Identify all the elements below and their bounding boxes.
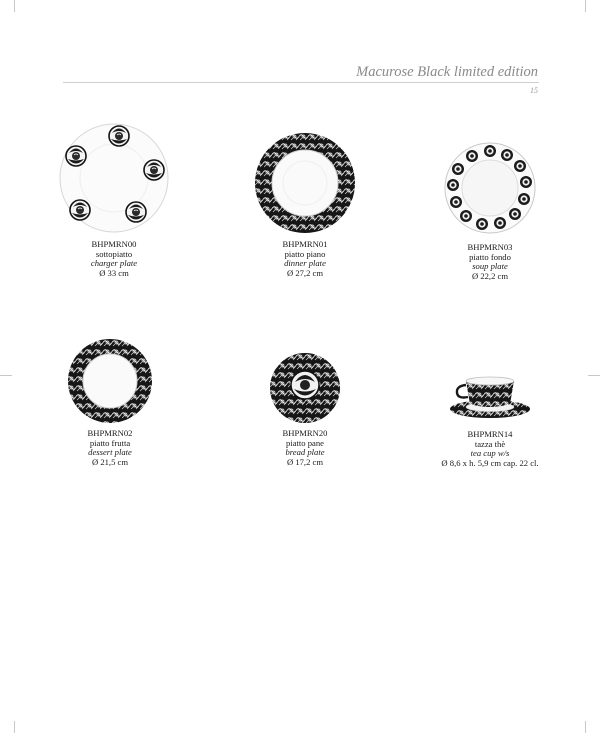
product-name-it: piatto piano bbox=[284, 248, 326, 259]
product-card bbox=[400, 372, 580, 468]
product-card bbox=[215, 132, 395, 278]
product-card bbox=[215, 352, 395, 467]
crop-mark bbox=[14, 0, 15, 12]
product-size: Ø 17,2 cm bbox=[286, 456, 324, 467]
page-number: 15 bbox=[530, 86, 538, 95]
product-size: Ø 21,5 cm bbox=[91, 456, 129, 467]
crop-mark bbox=[0, 375, 12, 376]
charger-plate-image bbox=[58, 122, 170, 234]
product-code: BHPMRN00 bbox=[91, 239, 137, 249]
dessert-plate-image bbox=[67, 338, 153, 424]
product-size: Ø 27,2 cm bbox=[286, 267, 324, 278]
dinner-plate-image bbox=[254, 132, 356, 234]
crop-mark bbox=[14, 721, 15, 733]
product-name-en: dinner plate bbox=[284, 258, 326, 269]
product-name-en: dessert plate bbox=[88, 447, 132, 458]
product-code: BHPMRN20 bbox=[282, 428, 328, 438]
product-size: Ø 8,6 x h. 5,9 cm cap. 22 cl. bbox=[441, 457, 539, 468]
bread-plate-image bbox=[269, 352, 341, 424]
product-name-en: soup plate bbox=[472, 261, 508, 272]
product-name-en: bread plate bbox=[285, 447, 325, 458]
product-code: BHPMRN14 bbox=[467, 429, 513, 439]
product-name-it: piatto pane bbox=[286, 437, 324, 448]
product-name-it: tazza thè bbox=[474, 438, 506, 449]
product-size: Ø 22,2 cm bbox=[471, 270, 509, 281]
product-size: Ø 33 cm bbox=[99, 267, 129, 278]
header-rule bbox=[63, 82, 539, 83]
product-card bbox=[400, 142, 580, 281]
product-card bbox=[24, 122, 204, 278]
page-title: Macurose Black limited edition bbox=[356, 64, 538, 80]
product-name-it: sottopiatto bbox=[95, 248, 133, 259]
product-name-it: piatto fondo bbox=[469, 251, 511, 262]
crop-mark bbox=[585, 0, 586, 12]
product-name-en: charger plate bbox=[90, 258, 138, 269]
product-name-it: piatto frutta bbox=[89, 437, 131, 448]
crop-mark bbox=[585, 721, 586, 733]
product-card bbox=[20, 338, 200, 467]
product-code: BHPMRN03 bbox=[467, 242, 513, 252]
soup-plate-image bbox=[444, 142, 536, 234]
tea-cup-image bbox=[448, 372, 532, 422]
product-code: BHPMRN02 bbox=[87, 428, 133, 438]
product-name-en: tea cup w/s bbox=[470, 448, 510, 459]
product-code: BHPMRN01 bbox=[282, 239, 328, 249]
crop-mark bbox=[588, 375, 600, 376]
